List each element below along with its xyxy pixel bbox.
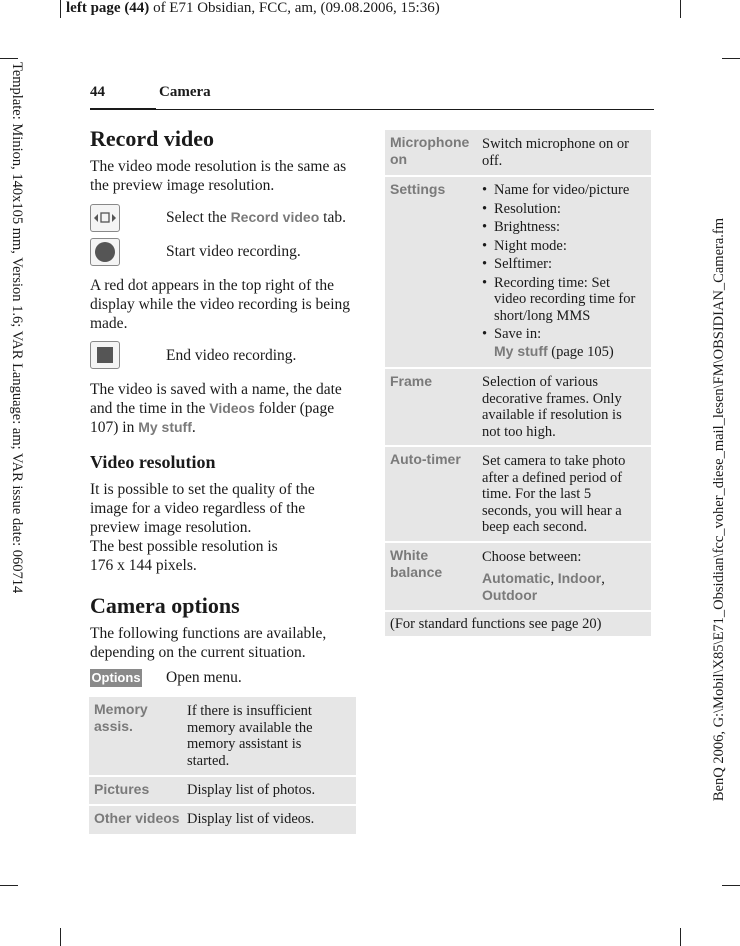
print-header-rest: of E71 Obsidian, FCC, am, (09.08.2006, 15:36) [149, 0, 440, 16]
row-key: Pictures [94, 781, 150, 797]
row-value: Set camera to take photo after a defined period of time. For the last 5 seconds, you will hear a beep each second. [482, 453, 626, 535]
page-number: 44 [90, 84, 105, 100]
record-button-icon [90, 238, 120, 266]
section-title-record-video: Record video [90, 126, 215, 151]
table-row-frame [385, 369, 651, 445]
settings-item: • Recording time: Set video recording time for short/long MMS [482, 275, 644, 325]
section-title-video-resolution: Video resolution [90, 452, 216, 472]
table-row [89, 697, 356, 775]
step-select-text: Select the [166, 209, 231, 226]
section-title-camera-options: Camera options [90, 593, 240, 618]
step-select-tab [166, 209, 346, 227]
settings-list [482, 182, 644, 360]
nav-key-icon [90, 204, 120, 232]
save-in-page: (page 105) [547, 343, 614, 360]
saved-note [90, 380, 356, 437]
crop-mark [0, 58, 18, 59]
step-end-recording: End video recording. [166, 347, 297, 364]
settings-item-save-in [482, 326, 644, 360]
header-rule [156, 109, 654, 110]
saved-note-end: . [191, 419, 196, 436]
my-stuff-ref: My stuff [138, 419, 192, 435]
table-row-auto-timer [385, 447, 651, 541]
option-automatic: Automatic [482, 569, 551, 586]
template-info-vertical: Template: Minion, 140x105 mm, Version 1.6; VAR Language: am; VAR issue date: 060714 [9, 62, 25, 594]
option-sep: , [601, 570, 605, 587]
row-key: Settings [390, 181, 446, 197]
option-outdoor: Outdoor [482, 587, 538, 603]
print-header [66, 0, 440, 17]
white-balance-options [482, 570, 642, 605]
settings-item: • Resolution: [482, 201, 644, 218]
row-value: Display list of photos. [187, 782, 316, 798]
step-start-recording: Start video recording. [166, 243, 301, 260]
table-footer [385, 612, 651, 636]
red-dot-note: A red dot appears in the top right of the display while the video recording is being made. [90, 277, 350, 332]
stop-button-icon [90, 341, 120, 369]
print-header-bold: left page (44) [66, 0, 150, 16]
video-resolution-best: The best possible resolution is 176 x 144 pixels. [90, 538, 278, 574]
row-value: Selection of various decorative frames. Only available if resolution is not too high. [482, 374, 622, 440]
table-row-white-balance [385, 543, 651, 610]
row-value [482, 549, 642, 605]
crop-mark [722, 885, 740, 886]
row-value: If there is insufficient memory available the memory assistant is started. [187, 703, 313, 769]
table-row-settings [385, 177, 651, 367]
open-menu-text: Open menu. [166, 669, 242, 686]
row-value: Switch microphone on or off. [482, 136, 629, 169]
crop-mark [680, 928, 681, 946]
settings-item: • Selftimer: [482, 256, 644, 273]
record-video-intro: The video mode resolution is the same as the preview image resolution. [90, 158, 347, 194]
row-key: Microphone on [390, 134, 470, 167]
crop-mark [680, 0, 681, 18]
save-in-label: Save in: [494, 326, 542, 342]
row-value: Display list of videos. [187, 811, 315, 827]
crop-mark [60, 928, 61, 946]
videos-folder-ref: Videos [209, 400, 255, 416]
settings-item: • Brightness: [482, 219, 644, 236]
settings-item: • Night mode: [482, 238, 644, 255]
saved-note-mid: folder (page 107) in [90, 400, 335, 436]
white-balance-text: Choose between: [482, 549, 582, 565]
camera-options-intro: The following functions are available, depending on the current situation. [90, 625, 327, 661]
file-path-vertical: BenQ 2006, G:\Mobil\X85\E71_Obsidian\fcc_voher_diese_mail_lesen\FM\OBSIDIAN_Camera.fm [711, 218, 727, 802]
my-stuff-ref: My stuff [494, 342, 548, 359]
row-key: Frame [390, 373, 433, 389]
footer-note: (For standard functions see page 20) [390, 616, 602, 632]
table-row [89, 806, 356, 834]
crop-mark [0, 885, 18, 886]
saved-note-text: The video is saved with a name, the date and the time in the [90, 381, 342, 417]
chapter-title: Camera [159, 84, 211, 100]
step-select-suffix: tab. [319, 209, 346, 226]
crop-mark [60, 0, 61, 18]
option-indoor: Indoor [557, 569, 602, 586]
options-softkey[interactable]: Options [91, 670, 141, 685]
settings-item: • Name for video/picture [482, 182, 644, 199]
table-row-microphone [385, 130, 651, 175]
crop-mark [722, 58, 740, 59]
row-key: Auto-timer [390, 451, 461, 467]
video-resolution-text: It is possible to set the quality of the image for a video regardless of the preview image resolution. [90, 481, 315, 536]
option-sep: , [550, 570, 558, 587]
row-key: Memory assis. [94, 701, 148, 734]
record-video-tab-ref: Record video [230, 209, 320, 225]
table-row [89, 777, 356, 804]
row-key: White balance [390, 547, 443, 580]
header-rule-thick [90, 108, 156, 110]
row-key: Other videos [94, 810, 180, 826]
